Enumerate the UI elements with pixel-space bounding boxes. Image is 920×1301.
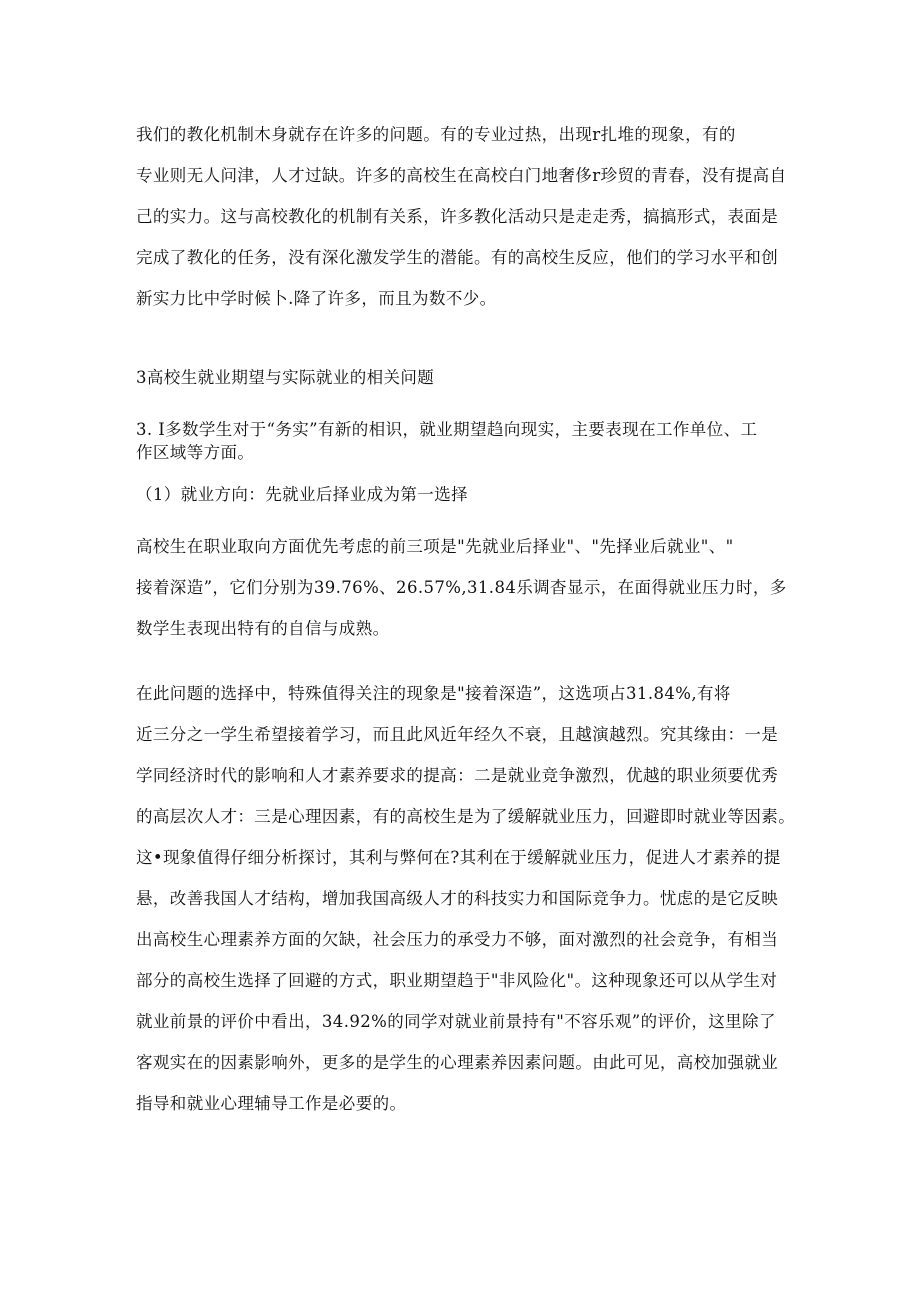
text-line: 3. I多数学生对于“务实”有新的相识，就业期望趋向现实，主要表现在工作单位、工	[136, 420, 758, 439]
text-line: 就业前景的评价中看出，34.92%的同学对就业前景持有"不容乐观”的评价，这里除了	[136, 1012, 776, 1031]
text-line: 完成了教化的任务，没有深化激发学生的潜能。有的高校生反应，他们的学习水平和创	[136, 248, 779, 267]
text-line: 己的实力。这与高校教化的机制有关系，许多教化活动只是走走秀，搞搞形式，表面是	[136, 207, 779, 226]
paragraph-further-study	[136, 673, 796, 1124]
text-line: 客观实在的因素影响外，更多的是学生的心理素养因素问题。由此可见，高校加强就业	[136, 1053, 779, 1072]
subheading-employment-direction	[136, 483, 786, 507]
text-line: 在此问题的选择中，特殊值得关注的现象是"接着深造”，这选项占31.84%,有将	[136, 684, 731, 703]
text-line: 出高校生心理素养方面的欠缺，社会压力的承受力不够，面对激烈的社会竞争，有相当	[136, 930, 779, 949]
paragraph-career-orientation	[136, 526, 786, 649]
text-line: 部分的高校生选择了回避的方式，职业期望趋于"非风险化"。这种现象还可以从学生对	[136, 971, 778, 990]
text-line: 近三分之一学生希望接着学习，而且此风近年经久不衰，且越演越烈。究其缘由：一是	[136, 725, 779, 744]
text-line: 数学生表现出特有的自信与成熟。	[136, 619, 390, 638]
text-line: 的高层次人才：三是心理因素，有的高校生是为了缓解就业压力，回避即时就业等因素。	[136, 807, 796, 826]
text-line: 这•现象值得仔细分析探讨，其利与弊何在?其利在于缓解就业压力，促进人才素养的提	[136, 848, 781, 867]
text-line: 我们的教化机制木身就存在许多的问题。有的专业过热，出现r扎堆的现象，有的	[136, 125, 736, 144]
paragraph-education-mechanism	[136, 114, 786, 319]
subheading-text: （1）就业方向：先就业后择业成为第一选择	[136, 485, 468, 504]
section-heading-3	[136, 366, 786, 390]
text-line: 学同经济时代的影响和人才素养要求的提高：二是就业竞争激烈，优越的职业须要优秀	[136, 766, 779, 785]
heading-text: 3高校生就业期望与实际就业的相关问题	[136, 368, 435, 387]
text-line: 作区域等方面。	[136, 443, 255, 462]
text-line: 接着深造”，它们分别为39.76%、26.57%,31.84乐调杳显示，在面得就业压力时，多	[136, 578, 787, 597]
text-line: 新实力比中学时候卜.降了许多，而且为数不少。	[136, 289, 497, 308]
text-line: 专业则无人问津，人才过缺。许多的高校生在高校白门地奢侈r珍贸的青春，没有提高自	[136, 166, 787, 185]
text-line: 高校生在职业取向方面优先考虑的前三项是"先就业后择业"、"先择业后就业"、"	[136, 537, 734, 556]
paragraph-3-1	[136, 418, 786, 464]
text-line: 指导和就业心理辅导工作是必要的。	[136, 1094, 407, 1113]
text-line: 悬，改善我国人才结构，增加我国高级人才的科技实力和国际竞争力。忧虑的是它反映	[136, 889, 779, 908]
